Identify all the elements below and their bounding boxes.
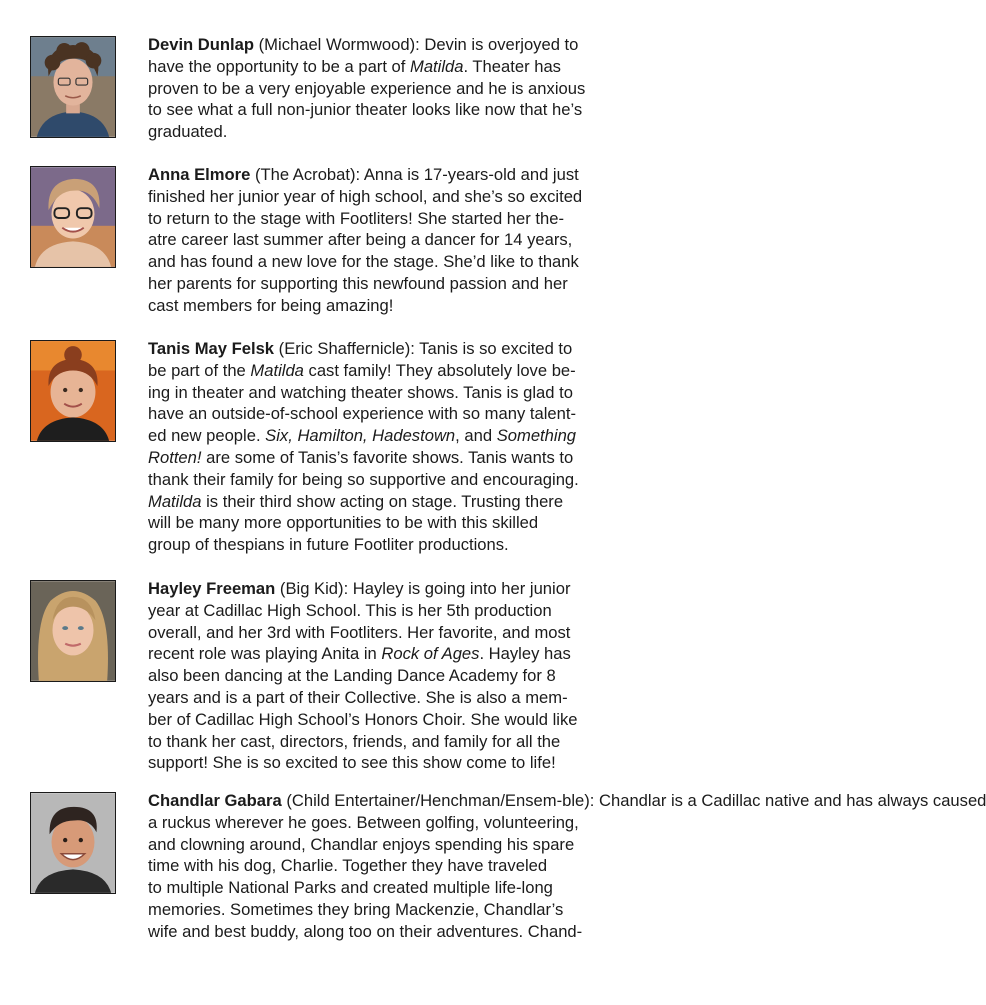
bio-text-line: Anna Elmore (The Acrobat): Anna is 17-years-old and just <box>148 165 579 184</box>
bio-text-line <box>148 186 624 208</box>
bio-text-line <box>148 534 624 556</box>
bio-text-line: Tanis May Felsk (Eric Shaffernicle): Tanis is so excited to <box>148 339 573 358</box>
cast-name: Hayley Freeman <box>148 579 276 598</box>
bio-text-line <box>148 600 624 622</box>
bio-text-line <box>148 731 624 753</box>
bio-text-italic: Matilda <box>250 360 304 380</box>
headshot-photo <box>30 792 116 894</box>
bio-text-line <box>148 295 624 317</box>
bio-text-segment: are some of Tanis’s favorite shows. Tanis wants to <box>201 447 574 467</box>
headshot-anna-image <box>31 167 115 267</box>
bio-text <box>148 578 624 774</box>
bio-text-line <box>148 643 624 665</box>
bio-text <box>148 34 624 143</box>
bio-text-segment: is their third show acting on stage. Trusting there <box>201 491 564 511</box>
bio-text-segment: a ruckus wherever he goes. Between golfing, volunteering, <box>148 812 579 832</box>
bio-text-segment: graduated. <box>148 122 228 142</box>
bio-text-line <box>148 622 624 644</box>
bio-text-line: Hayley Freeman (Big Kid): Hayley is going into her junior <box>148 579 571 598</box>
bio-text-segment: time with his dog, Charlie. Together they have traveled <box>148 856 548 876</box>
headshot-photo <box>30 580 116 682</box>
bio-text-segment: her parents for supporting this newfound passion and her <box>148 273 568 293</box>
bio-text-italic: Six, Hamilton, Hadestown <box>265 426 456 446</box>
bio-text-segment: recent role was playing Anita in <box>148 644 382 664</box>
bio-text-segment: and has found a new love for the stage. She’d like to thank <box>148 252 579 272</box>
bio-text-line <box>148 709 624 731</box>
bio-text-line <box>148 665 624 687</box>
bio-text-segment: Anna is 17-years-old and just <box>363 165 579 184</box>
bio-text-segment: atre career last summer after being a dancer for 14 years, <box>148 230 573 250</box>
bio-text-segment: cast family! They absolutely love be- <box>303 360 576 380</box>
bio-text-line <box>148 273 624 295</box>
bio-text-italic: Rotten! <box>148 447 202 467</box>
bio-text-line <box>148 512 624 534</box>
cast-role: (Eric Shaffernicle) <box>278 339 411 358</box>
bio-text-segment: to thank her cast, directors, friends, and family for all the <box>148 731 561 751</box>
bio-text-segment: wife and best buddy, along too on their adventures. Chand- <box>148 921 583 941</box>
bio-text-line <box>148 229 624 251</box>
bio-text-line <box>148 687 624 709</box>
bio-text-line <box>148 425 624 447</box>
bio-text-italic: Matilda <box>148 491 202 511</box>
bio-text-line <box>148 99 624 121</box>
bio-text-italic: Something <box>496 426 577 446</box>
bio-text-segment: group of thespians in future Footliter productions. <box>148 535 509 555</box>
bio-text-segment: be part of the <box>148 360 251 380</box>
bio-text-line <box>148 360 624 382</box>
bio-text-segment: finished her junior year of high school, and she’s so excited <box>148 186 583 206</box>
bio-text-line <box>148 447 624 469</box>
bio-text-line <box>148 403 624 425</box>
bio-text-segment: to see what a full non-junior theater looks like now that he’s <box>148 100 583 120</box>
bio-text-line <box>148 921 624 943</box>
bio-text-segment: memories. Sometimes they bring Mackenzie, Chandlar’s <box>148 899 564 919</box>
bio-text-line <box>148 877 624 899</box>
bio-text-italic: Matilda <box>410 56 464 76</box>
bio-text-line: Devin Dunlap (Michael Wormwood): Devin is overjoyed to <box>148 35 579 54</box>
bio-text-line <box>148 899 624 921</box>
bio-text-segment: have the opportunity to be a part of <box>148 56 410 76</box>
bio-text-italic: Rock of Ages <box>381 644 480 664</box>
bio-text-segment: Devin is overjoyed to <box>424 35 579 54</box>
bio-text-line <box>148 834 624 856</box>
headshot-hayley-image <box>31 581 115 681</box>
bio-text-line <box>148 78 624 100</box>
bio-text-segment: support! She is so excited to see this show come to life! <box>148 753 556 773</box>
cast-role: (Big Kid) <box>279 579 344 598</box>
headshot-devin-image <box>31 37 115 137</box>
headshot-photo <box>30 166 116 268</box>
bio-text-segment: overall, and her 3rd with Footliters. Her favorite, and most <box>148 622 571 642</box>
bio-text-line <box>148 491 624 513</box>
bio-text-segment: ble): Chandlar is a Cadillac native and has always caused <box>562 791 986 810</box>
bio-text-line <box>148 469 624 491</box>
bio-text <box>148 164 624 317</box>
bio-text-segment: proven to be a very enjoyable experience and he is anxious <box>148 78 586 98</box>
headshot-photo <box>30 36 116 138</box>
bio-text-line <box>148 382 624 404</box>
bio-text-segment: . Hayley has <box>479 644 571 664</box>
cast-name: Devin Dunlap <box>148 35 255 54</box>
bio-text-line <box>148 855 624 877</box>
bio-text-segment: year at Cadillac High School. This is her 5th production <box>148 600 552 620</box>
bio-text-segment: Hayley is going into her junior <box>352 579 571 598</box>
bio-text-line <box>148 56 624 78</box>
bio-text-segment: thank their family for being so supportive and encouraging. <box>148 469 579 489</box>
bio-text-segment: will be many more opportunities to be with this skilled <box>148 513 539 533</box>
headshot-tanis-image <box>31 341 115 441</box>
cast-name: Chandlar Gabara <box>148 791 282 810</box>
cast-role: (Michael Wormwood) <box>258 35 416 54</box>
bio-text-segment: cast members for being amazing! <box>148 295 394 315</box>
bio-text-segment: and clowning around, Chandlar enjoys spending his spare <box>148 834 575 854</box>
cast-role: (The Acrobat) <box>254 165 356 184</box>
bio-text-line <box>148 208 624 230</box>
cast-role: (Child Entertainer/Henchman/Ensem- <box>286 791 563 810</box>
cast-name: Tanis May Felsk <box>148 339 275 358</box>
bio-text-segment: ber of Cadillac High School’s Honors Choir. She would like <box>148 709 578 729</box>
headshot-photo <box>30 340 116 442</box>
bio-text <box>148 790 986 943</box>
bio-text-line <box>148 251 624 273</box>
bio-text-segment: years and is a part of their Collective. She is also a mem- <box>148 687 568 707</box>
bio-text-segment: to multiple National Parks and created multiple life-long <box>148 878 553 898</box>
cast-name: Anna Elmore <box>148 165 251 184</box>
bio-text-line <box>148 812 624 834</box>
bio-text-segment: have an outside-of-school experience with so many talent- <box>148 404 576 424</box>
bio-text <box>148 338 624 556</box>
bio-text-line <box>148 121 624 143</box>
bio-text-segment: also been dancing at the Landing Dance Academy for 8 <box>148 666 556 686</box>
bio-text-segment: . Theater has <box>463 56 561 76</box>
bio-text-segment: ed new people. <box>148 426 266 446</box>
bio-text-segment: , and <box>455 426 497 446</box>
bio-text-segment: Tanis is so excited to <box>419 339 573 358</box>
bio-text-segment: to return to the stage with Footliters! She started her the- <box>148 208 564 228</box>
headshot-chandlar-image <box>31 793 115 893</box>
bio-text-line <box>148 790 986 812</box>
bio-text-segment: ing in theater and watching theater shows. Tanis is glad to <box>148 382 573 402</box>
bio-text-line <box>148 752 624 774</box>
